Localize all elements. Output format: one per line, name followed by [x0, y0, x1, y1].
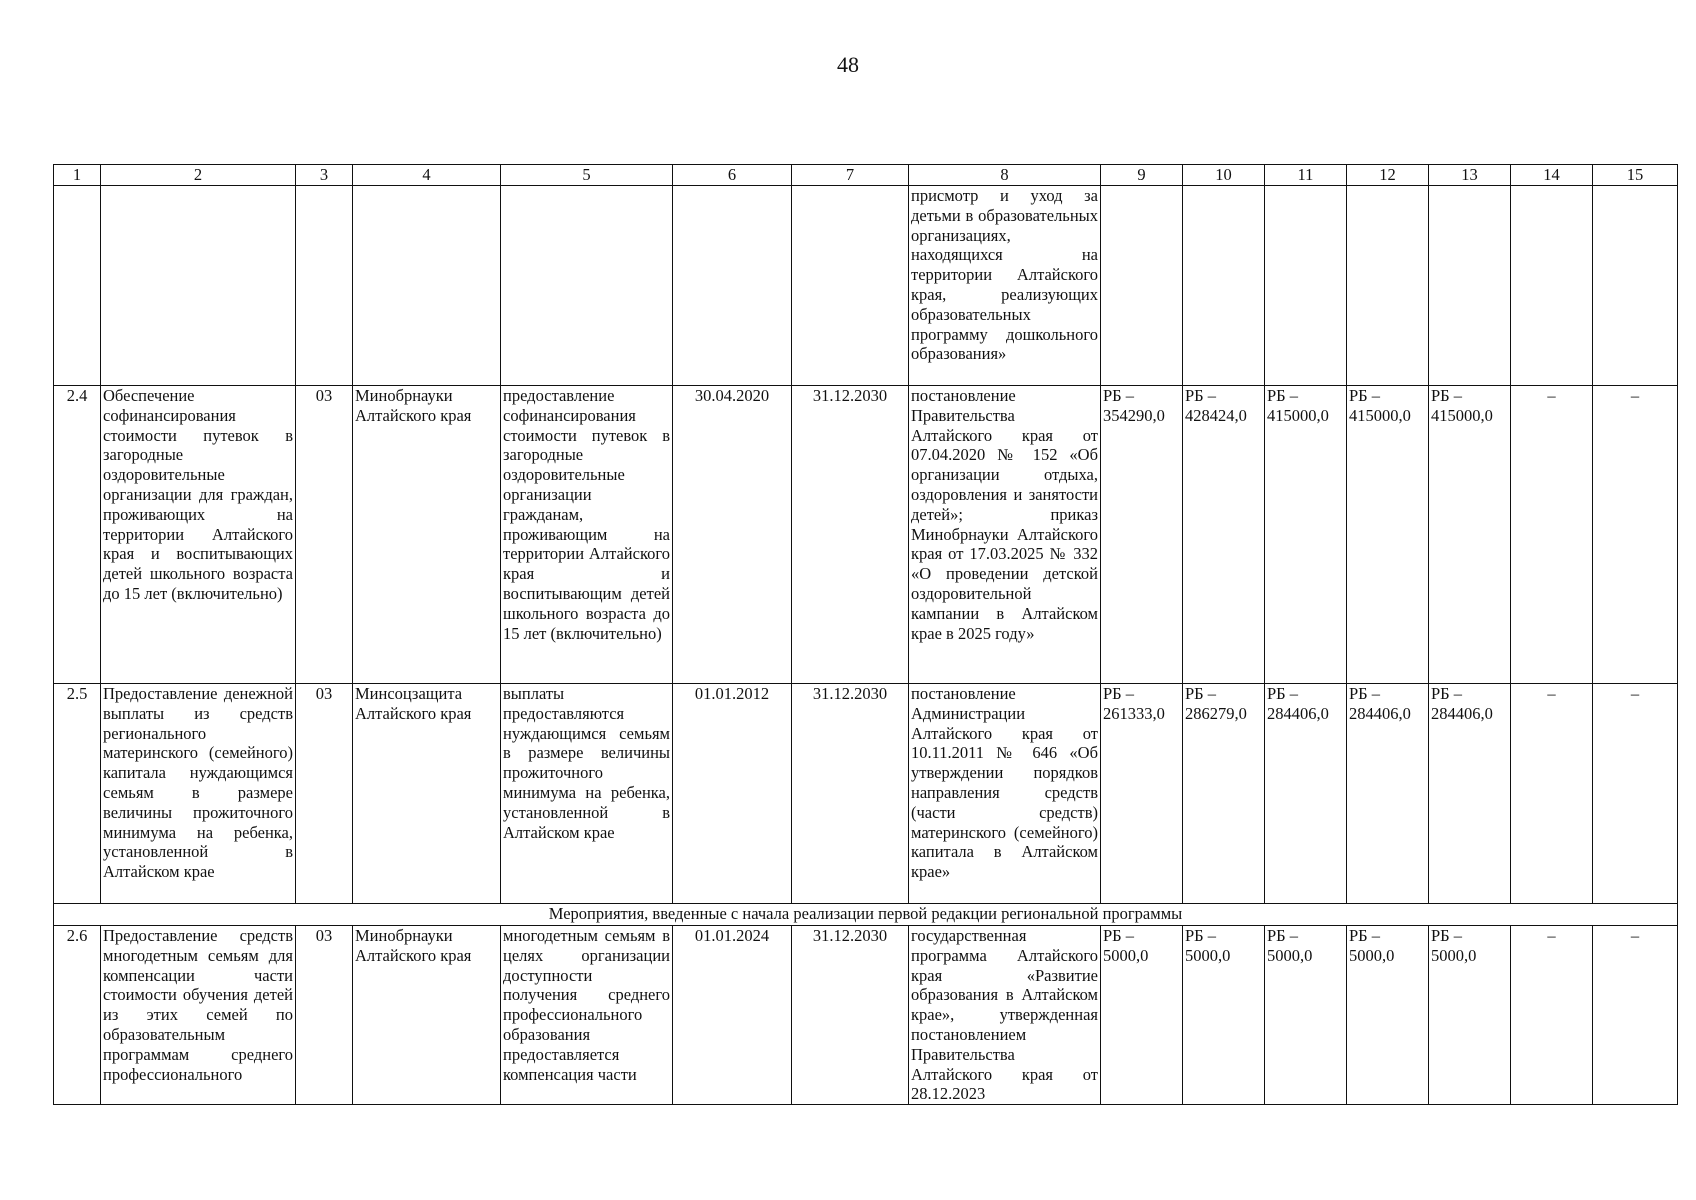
- funding-cell: –: [1511, 386, 1593, 684]
- row-number: 2.5: [54, 684, 101, 904]
- funding-cell: –: [1593, 386, 1678, 684]
- header-cell: 4: [353, 165, 501, 186]
- header-cell: 7: [792, 165, 909, 186]
- header-cell: 3: [296, 165, 353, 186]
- funding-cell: РБ – 284406,0: [1429, 684, 1511, 904]
- description-cell: выплаты предоставляются нуждающимся семьям в размере величины прожиточного минимума на ребенка, установленной в Алтайском крае: [501, 684, 673, 904]
- table-row-continuation: [54, 186, 1678, 386]
- code-cell: 03: [296, 386, 353, 684]
- header-cell: 12: [1347, 165, 1429, 186]
- measure-name: Предоставление денежной выплаты из средств регионального материнского (семейного) капитала нуждающимся семьям в размере величины прожиточного минимума на ребенка, установленной в Алтайском крае: [101, 684, 296, 904]
- executor-cell: Минсоцзащита Алтайского края: [353, 684, 501, 904]
- header-cell: 6: [673, 165, 792, 186]
- end-date: 31.12.2030: [792, 684, 909, 904]
- empty-cell: [792, 186, 909, 386]
- funding-cell: РБ – 5000,0: [1183, 926, 1265, 1105]
- row-number: 2.6: [54, 926, 101, 1105]
- header-cell: 1: [54, 165, 101, 186]
- legal-basis-cell: присмотр и уход за детьми в образовательных организациях, находящихся на территории Алтайского края, реализующих образовательных программу дошкольного образования»: [909, 186, 1101, 386]
- table-row-2-6: [54, 926, 1678, 1105]
- legal-basis-cell: постановление Правительства Алтайского края от 07.04.2020 № 152 «Об организации отдыха, оздоровления и занятости детей»; приказ Минобрнауки Алтайского края от 17.03.2025 № 332 «О проведении детской оздоровительной кампании в Алтайском крае в 2025 году»: [909, 386, 1101, 684]
- header-cell: 5: [501, 165, 673, 186]
- funding-cell: РБ – 5000,0: [1347, 926, 1429, 1105]
- funding-cell: –: [1593, 684, 1678, 904]
- funding-cell: РБ – 415000,0: [1347, 386, 1429, 684]
- funding-cell: РБ – 354290,0: [1101, 386, 1183, 684]
- code-cell: 03: [296, 684, 353, 904]
- empty-cell: [54, 186, 101, 386]
- section-title: Мероприятия, введенные с начала реализации первой редакции региональной программы: [54, 904, 1678, 926]
- empty-cell: [1265, 186, 1347, 386]
- funding-cell: РБ – 284406,0: [1347, 684, 1429, 904]
- header-cell: 9: [1101, 165, 1183, 186]
- end-date: 31.12.2030: [792, 386, 909, 684]
- start-date: 30.04.2020: [673, 386, 792, 684]
- measure-name: Обеспечение софинансирования стоимости путевок в загородные оздоровительные организации для граждан, проживающих на территории Алтайского края и воспитывающих детей школьного возраста до 15 лет (включительно): [101, 386, 296, 684]
- table-row-2-5: [54, 684, 1678, 904]
- funding-cell: РБ – 5000,0: [1265, 926, 1347, 1105]
- start-date: 01.01.2024: [673, 926, 792, 1105]
- empty-cell: [1183, 186, 1265, 386]
- funding-cell: РБ – 5000,0: [1101, 926, 1183, 1105]
- empty-cell: [296, 186, 353, 386]
- empty-cell: [1347, 186, 1429, 386]
- program-table: [53, 164, 1678, 1105]
- executor-cell: Минобрнауки Алтайского края: [353, 926, 501, 1105]
- description-cell: предоставление софинансирования стоимости путевок в загородные оздоровительные организации гражданам, проживающим на территории Алтайского края и воспитывающим детей школьного возраста до 15 лет (включительно): [501, 386, 673, 684]
- empty-cell: [101, 186, 296, 386]
- empty-cell: [1101, 186, 1183, 386]
- header-cell: 8: [909, 165, 1101, 186]
- executor-cell: Минобрнауки Алтайского края: [353, 386, 501, 684]
- description-cell: многодетным семьям в целях организации доступности получения среднего профессионального образования предоставляется компенсация части: [501, 926, 673, 1105]
- header-cell: 14: [1511, 165, 1593, 186]
- table-row-2-4: [54, 386, 1678, 684]
- header-cell: 13: [1429, 165, 1511, 186]
- row-number: 2.4: [54, 386, 101, 684]
- end-date: 31.12.2030: [792, 926, 909, 1105]
- funding-cell: –: [1511, 684, 1593, 904]
- section-row: [54, 904, 1678, 926]
- header-row: [54, 165, 1678, 186]
- funding-cell: РБ – 5000,0: [1429, 926, 1511, 1105]
- funding-cell: РБ – 415000,0: [1265, 386, 1347, 684]
- funding-cell: РБ – 415000,0: [1429, 386, 1511, 684]
- funding-cell: РБ – 286279,0: [1183, 684, 1265, 904]
- empty-cell: [1429, 186, 1511, 386]
- funding-cell: РБ – 284406,0: [1265, 684, 1347, 904]
- empty-cell: [501, 186, 673, 386]
- funding-cell: –: [1511, 926, 1593, 1105]
- legal-basis-cell: государственная программа Алтайского края «Развитие образования в Алтайском крае», утвержденная постановлением Правительства Алтайского края от 28.12.2023: [909, 926, 1101, 1105]
- start-date: 01.01.2012: [673, 684, 792, 904]
- funding-cell: –: [1593, 926, 1678, 1105]
- legal-basis-cell: постановление Администрации Алтайского края от 10.11.2011 № 646 «Об утверждении порядков направления средств (части средств) материнского (семейного) капитала в Алтайском крае»: [909, 684, 1101, 904]
- empty-cell: [353, 186, 501, 386]
- empty-cell: [1593, 186, 1678, 386]
- empty-cell: [1511, 186, 1593, 386]
- empty-cell: [673, 186, 792, 386]
- code-cell: 03: [296, 926, 353, 1105]
- header-cell: 15: [1593, 165, 1678, 186]
- funding-cell: РБ – 261333,0: [1101, 684, 1183, 904]
- header-cell: 2: [101, 165, 296, 186]
- funding-cell: РБ – 428424,0: [1183, 386, 1265, 684]
- measure-name: Предоставление средств многодетным семьям для компенсации части стоимости обучения детей из этих семей по образовательным программам среднего профессионального: [101, 926, 296, 1105]
- page-number: 48: [837, 52, 859, 77]
- header-cell: 10: [1183, 165, 1265, 186]
- header-cell: 11: [1265, 165, 1347, 186]
